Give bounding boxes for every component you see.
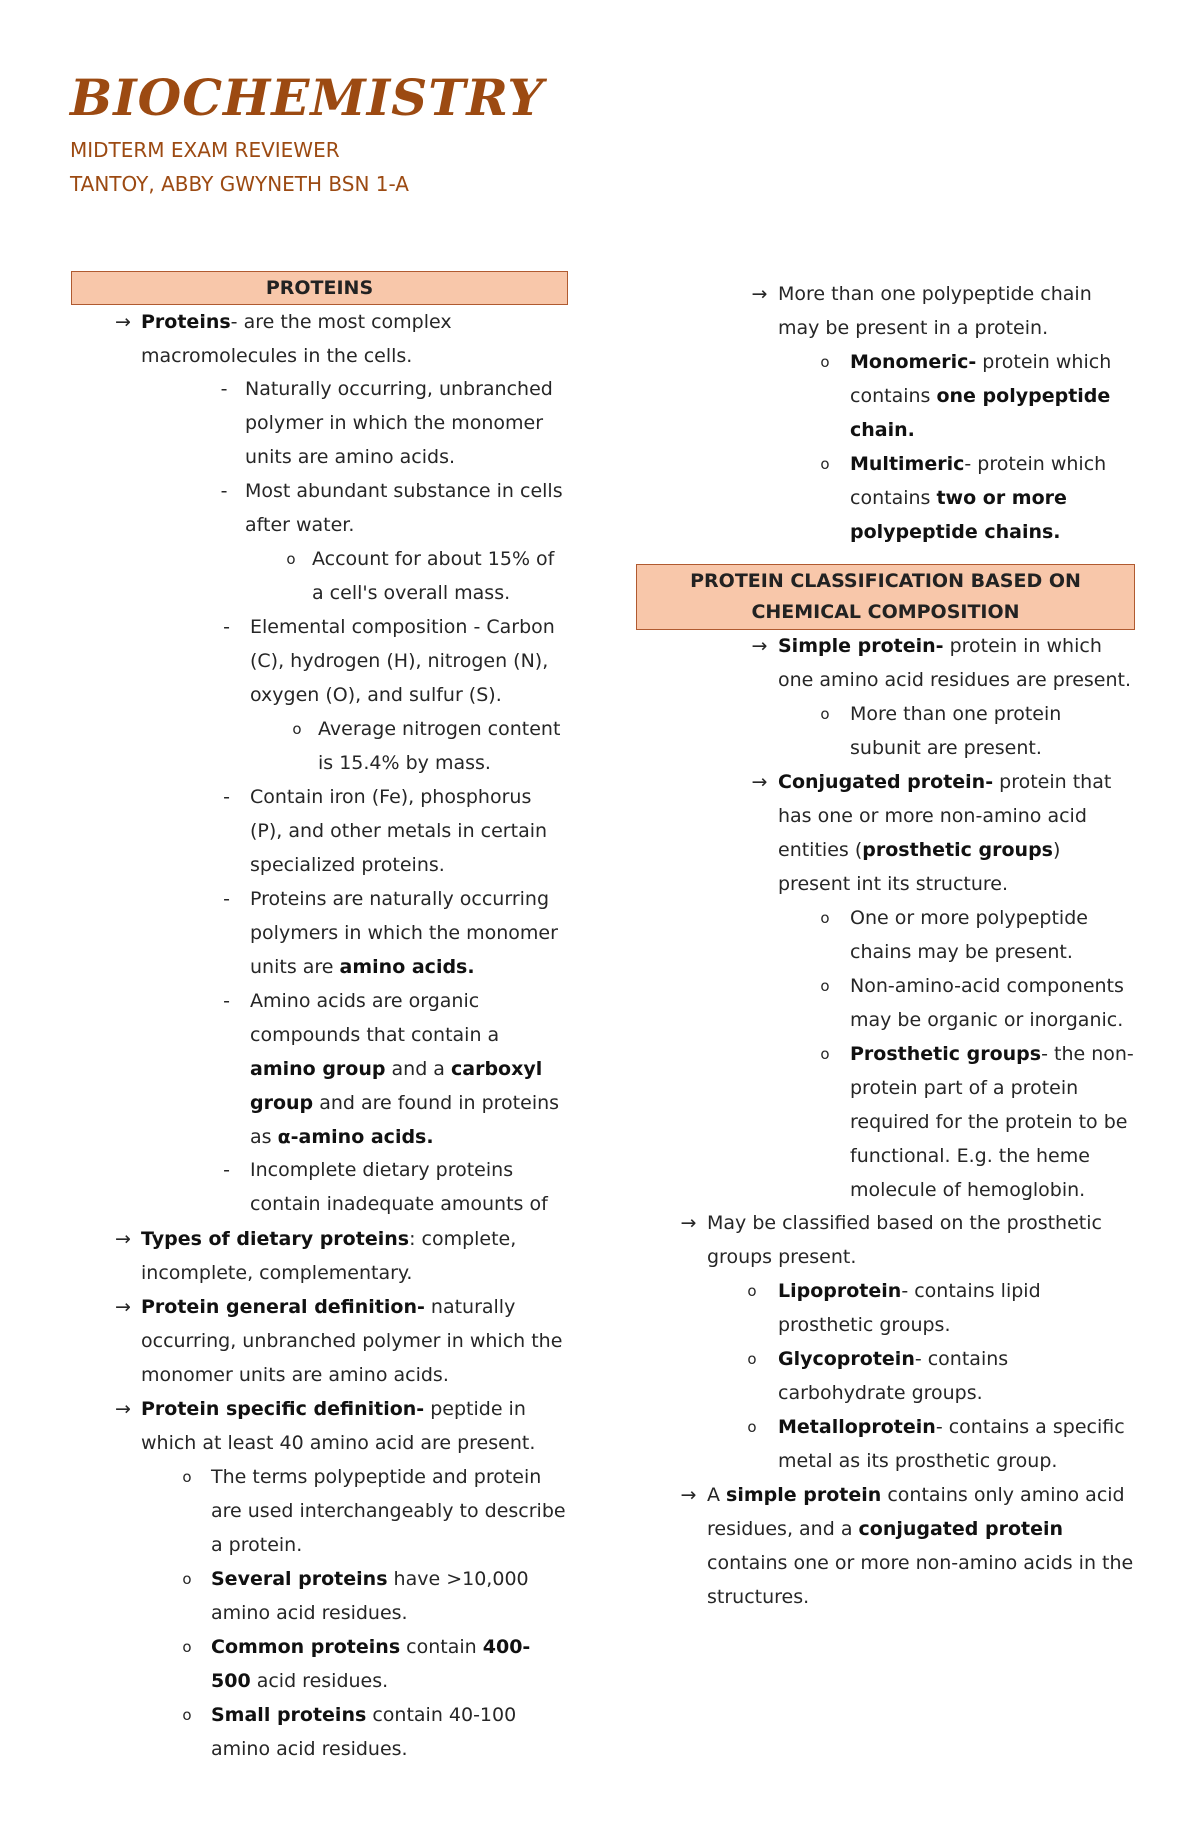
- document-author: TANTOY, ABBY GWYNETH BSN 1-A: [70, 172, 409, 196]
- left-item: [163, 1630, 568, 1698]
- bold-term: Protein general definition-: [141, 1296, 425, 1318]
- right-item: [670, 1206, 1134, 1274]
- item-text: [778, 1342, 1134, 1410]
- right-item: [800, 901, 1134, 969]
- dash-bullet-icon: -: [223, 990, 230, 1012]
- text-run: Non-amino-acid components may be organic or inorganic.: [850, 975, 1124, 1031]
- bold-term: Multimeric: [850, 453, 965, 475]
- dash-bullet-icon: -: [223, 888, 230, 910]
- left-item: [163, 1562, 568, 1630]
- bold-term: Metalloprotein: [778, 1416, 936, 1438]
- item-text: [250, 882, 568, 984]
- bold-term: amino group: [250, 1058, 386, 1080]
- item-text: [250, 1153, 568, 1221]
- left-item: [163, 1460, 568, 1562]
- left-item: [276, 712, 568, 780]
- text-run: - are the most complex macromolecules in the cells.: [141, 311, 452, 367]
- text-run: : complete, incomplete, complementary.: [141, 1228, 517, 1284]
- right-item: [726, 1342, 1134, 1410]
- left-item: [105, 1222, 568, 1290]
- circle-bullet-icon: o: [820, 353, 830, 371]
- arrow-bullet-icon: →: [115, 311, 131, 333]
- text-run: contain: [400, 1636, 483, 1658]
- item-text: [707, 1478, 1134, 1614]
- text-run: The terms polypeptide and protein are used interchangeably to describe a protein.: [211, 1466, 566, 1556]
- arrow-bullet-icon: →: [115, 1228, 131, 1250]
- bold-term: Several proteins: [211, 1568, 388, 1590]
- bold-term: conjugated protein: [858, 1518, 1064, 1540]
- item-text: [778, 765, 1134, 901]
- right-top-item: [741, 277, 1134, 345]
- text-run: - contains lipid prosthetic groups.: [778, 1280, 1041, 1336]
- left-item: [203, 984, 568, 1154]
- arrow-bullet-icon: →: [115, 1398, 131, 1420]
- item-text: [250, 780, 568, 882]
- bold-term: simple protein: [726, 1484, 882, 1506]
- item-text: [141, 305, 568, 373]
- item-text: [245, 474, 568, 542]
- document-title: BIOCHEMISTRY: [70, 68, 545, 127]
- bold-term: Proteins: [141, 311, 231, 333]
- circle-bullet-icon: o: [286, 550, 296, 568]
- item-text: [850, 901, 1134, 969]
- bold-term: amino acids.: [339, 956, 475, 978]
- right-top-item: [800, 345, 1134, 447]
- bold-term: two or more polypeptide chains.: [850, 487, 1067, 543]
- text-run: contains one or more non-amino acids in the structures.: [707, 1552, 1134, 1608]
- item-text: [318, 712, 568, 780]
- bold-term: Lipoprotein: [778, 1280, 902, 1302]
- text-run: Amino acids are organic compounds that contain a: [250, 990, 500, 1046]
- bold-term: Protein specific definition-: [141, 1398, 425, 1420]
- left-item: [203, 610, 568, 712]
- proteins-heading: PROTEINS: [71, 271, 568, 305]
- left-item: [203, 372, 568, 474]
- text-run: One or more polypeptide chains may be present.: [850, 907, 1088, 963]
- text-run: - contains a specific metal as its prosthetic group.: [778, 1416, 1125, 1472]
- right-item: [741, 629, 1134, 697]
- item-text: [312, 542, 568, 610]
- right-item: [726, 1274, 1134, 1342]
- text-run: May be classified based on the prosthetic groups present.: [707, 1212, 1102, 1268]
- dash-bullet-icon: -: [220, 480, 228, 502]
- text-run: peptide in which at least 40 amino acid are present.: [141, 1398, 536, 1454]
- text-run: Contain iron (Fe), phosphorus (P), and other metals in certain specialized proteins.: [250, 786, 548, 876]
- item-text: [778, 277, 1134, 345]
- bold-term: 400-500: [211, 1636, 531, 1692]
- item-text: [141, 1290, 568, 1392]
- circle-bullet-icon: o: [182, 1570, 192, 1588]
- right-top-item: [800, 447, 1134, 549]
- item-text: [850, 969, 1134, 1037]
- dash-bullet-icon: -: [223, 1159, 230, 1181]
- item-text: [850, 345, 1134, 447]
- left-item: [203, 474, 568, 542]
- text-run: have >10,000 amino acid residues.: [211, 1568, 529, 1624]
- circle-bullet-icon: o: [182, 1706, 192, 1724]
- text-run: A: [707, 1484, 727, 1506]
- text-run: and a: [385, 1058, 451, 1080]
- arrow-bullet-icon: →: [680, 1484, 697, 1506]
- bold-term: Monomeric-: [850, 351, 977, 373]
- item-text: [141, 1222, 568, 1290]
- text-run: Naturally occurring, unbranched polymer in which the monomer units are amino acids.: [245, 378, 553, 468]
- bold-term: Conjugated protein-: [778, 771, 994, 793]
- circle-bullet-icon: o: [292, 720, 302, 738]
- left-item: [203, 1153, 568, 1221]
- circle-bullet-icon: o: [747, 1350, 757, 1368]
- item-text: [141, 1392, 568, 1460]
- text-run: contains only amino acid residues, and a: [707, 1484, 1125, 1540]
- text-run: Most abundant substance in cells after water.: [245, 480, 563, 536]
- right-item: [800, 969, 1134, 1037]
- circle-bullet-icon: o: [820, 909, 830, 927]
- arrow-bullet-icon: →: [751, 283, 768, 305]
- text-run: protein that has one or more non-amino acid entities (: [778, 771, 1112, 861]
- item-text: [245, 372, 568, 474]
- left-item: [163, 1698, 568, 1766]
- text-run: ) present int its structure.: [778, 839, 1061, 895]
- circle-bullet-icon: o: [820, 455, 830, 473]
- circle-bullet-icon: o: [747, 1418, 757, 1436]
- document-subtitle: MIDTERM EXAM REVIEWER: [70, 138, 340, 162]
- text-run: and are found in proteins as: [250, 1092, 560, 1148]
- item-text: [850, 447, 1134, 549]
- item-text: [850, 697, 1134, 765]
- bold-term: carboxyl group: [250, 1058, 543, 1114]
- classification-heading: PROTEIN CLASSIFICATION BASED ON CHEMICAL COMPOSITION: [636, 564, 1135, 630]
- right-item: [741, 765, 1134, 901]
- bold-term: Types of dietary proteins: [141, 1228, 410, 1250]
- arrow-bullet-icon: →: [680, 1212, 697, 1234]
- bold-term: Prosthetic groups: [850, 1043, 1042, 1065]
- text-run: More than one polypeptide chain may be present in a protein.: [778, 283, 1092, 339]
- item-text: [211, 1630, 568, 1698]
- text-run: protein in which one amino acid residues are present.: [778, 635, 1132, 691]
- text-run: - contains carbohydrate groups.: [778, 1348, 1009, 1404]
- item-text: [211, 1698, 568, 1766]
- bold-term: one polypeptide chain.: [850, 385, 1111, 441]
- item-text: [707, 1206, 1134, 1274]
- left-item: [105, 1290, 568, 1392]
- arrow-bullet-icon: →: [751, 635, 768, 657]
- item-text: [211, 1562, 568, 1630]
- text-run: - protein which contains: [850, 453, 1107, 509]
- left-item: [105, 305, 568, 373]
- bold-term: prosthetic groups: [862, 839, 1053, 861]
- circle-bullet-icon: o: [182, 1638, 192, 1656]
- circle-bullet-icon: o: [182, 1468, 192, 1486]
- bold-term: α-amino acids.: [277, 1126, 434, 1148]
- right-item: [726, 1410, 1134, 1478]
- bold-term: Glycoprotein: [778, 1348, 915, 1370]
- right-item: [800, 1037, 1134, 1207]
- arrow-bullet-icon: →: [751, 771, 768, 793]
- text-run: - the non-protein part of a protein required for the protein to be functional. E.g. the heme molecule of hemoglobin.: [850, 1043, 1134, 1201]
- text-run: Proteins are naturally occurring polymers in which the monomer units are: [250, 888, 558, 978]
- text-run: contain 40-100 amino acid residues.: [211, 1704, 517, 1760]
- item-text: [850, 1037, 1134, 1207]
- item-text: [250, 610, 568, 712]
- text-run: protein which contains: [850, 351, 1112, 407]
- circle-bullet-icon: o: [820, 1045, 830, 1063]
- dash-bullet-icon: -: [220, 378, 228, 400]
- text-run: Average nitrogen content is 15.4% by mass.: [318, 718, 561, 774]
- dash-bullet-icon: -: [223, 786, 230, 808]
- left-item: [105, 1392, 568, 1460]
- bold-term: Simple protein-: [778, 635, 944, 657]
- item-text: [250, 984, 568, 1154]
- text-run: More than one protein subunit are present.: [850, 703, 1062, 759]
- circle-bullet-icon: o: [820, 977, 830, 995]
- right-item: [670, 1478, 1134, 1614]
- circle-bullet-icon: o: [820, 705, 830, 723]
- circle-bullet-icon: o: [747, 1282, 757, 1300]
- left-item: [270, 542, 568, 610]
- item-text: [778, 1274, 1134, 1342]
- arrow-bullet-icon: →: [115, 1296, 131, 1318]
- dash-bullet-icon: -: [223, 616, 230, 638]
- text-run: Account for about 15% of a cell's overall mass.: [312, 548, 555, 604]
- item-text: [211, 1460, 568, 1562]
- text-run: Incomplete dietary proteins contain inadequate amounts of: [250, 1159, 548, 1215]
- left-item: [203, 780, 568, 882]
- text-run: Elemental composition - Carbon (C), hydrogen (H), nitrogen (N), oxygen (O), and sulfur (S).: [250, 616, 555, 706]
- bold-term: Common proteins: [211, 1636, 401, 1658]
- text-run: acid residues.: [250, 1670, 389, 1692]
- right-item: [800, 697, 1134, 765]
- text-run: naturally occurring, unbranched polymer in which the monomer units are amino acids.: [141, 1296, 563, 1386]
- item-text: [778, 629, 1134, 697]
- item-text: [778, 1410, 1134, 1478]
- bold-term: Small proteins: [211, 1704, 367, 1726]
- left-item: [203, 882, 568, 984]
